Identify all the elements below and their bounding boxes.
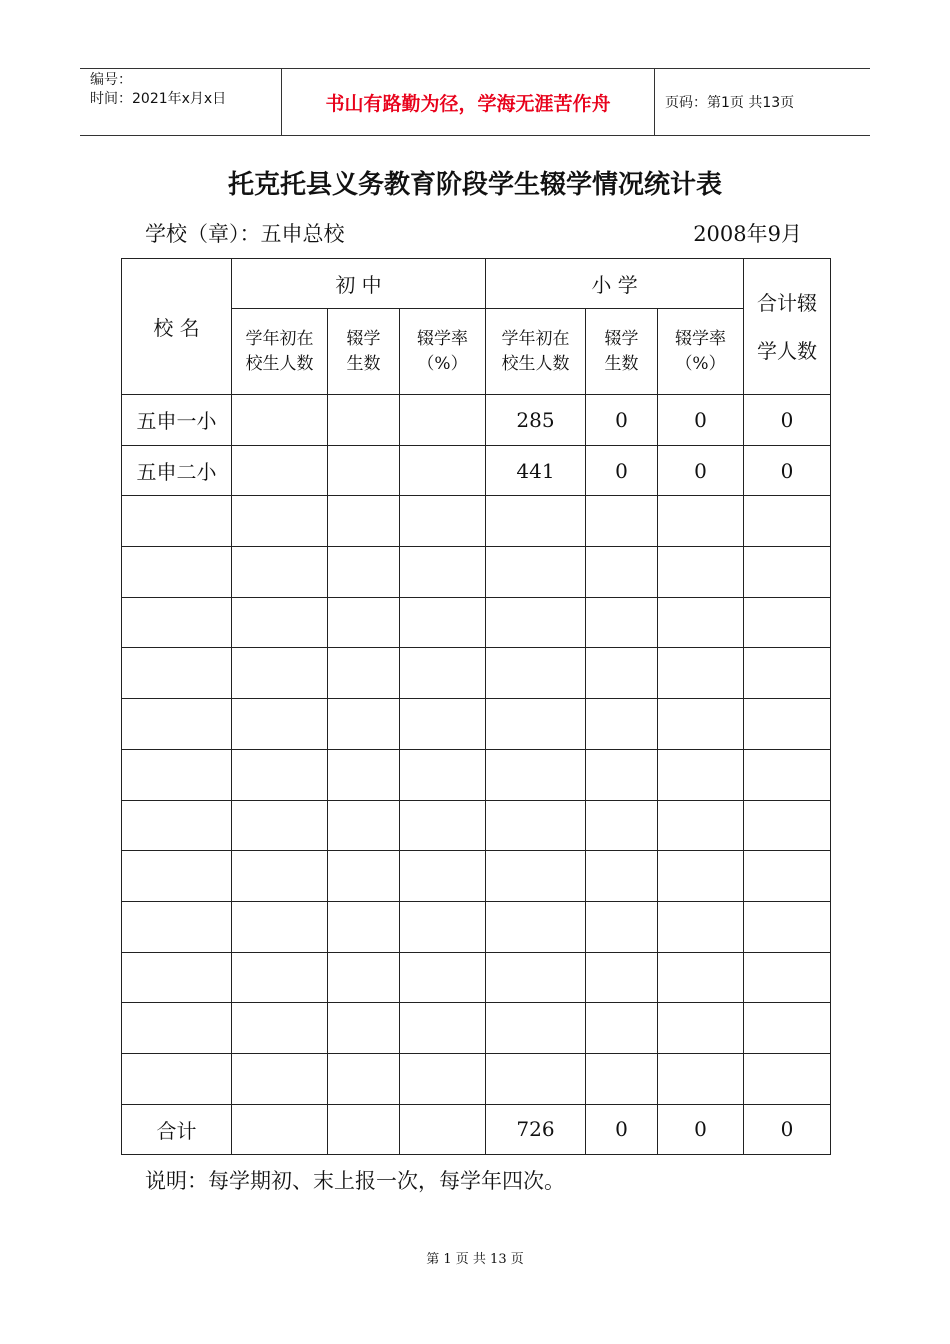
- total-cell: [400, 1104, 486, 1154]
- table-row: [122, 800, 831, 851]
- table-cell: [658, 749, 744, 800]
- table-cell: [232, 851, 328, 902]
- table-cell: [486, 699, 586, 750]
- dropout-stats-table: [121, 258, 831, 1155]
- junior-enrolled-line2: 校生人数: [245, 353, 314, 374]
- table-cell: [232, 901, 328, 952]
- total-dropout-header-line1: 合计辍: [757, 290, 818, 315]
- table-cell: [328, 648, 400, 699]
- table-cell: [328, 800, 400, 851]
- table-cell: [486, 597, 586, 648]
- primary-dropout-line2: 生数: [604, 353, 639, 374]
- table-cell: [744, 648, 831, 699]
- table-cell: [658, 648, 744, 699]
- junior-rate-header: [400, 309, 486, 395]
- table-cell: [744, 547, 831, 598]
- table-cell: [586, 800, 658, 851]
- table-cell: [328, 1003, 400, 1054]
- table-row: [122, 395, 831, 446]
- table-cell: [586, 1003, 658, 1054]
- table-cell: [658, 597, 744, 648]
- total-cell: 726: [486, 1104, 586, 1154]
- table-cell: [328, 952, 400, 1003]
- table-cell: 441: [486, 445, 586, 496]
- table-cell: [232, 445, 328, 496]
- table-cell: [744, 1003, 831, 1054]
- table-cell: [658, 547, 744, 598]
- table-cell: [232, 496, 328, 547]
- table-cell: [400, 445, 486, 496]
- table-row: [122, 648, 831, 699]
- table-cell: [658, 800, 744, 851]
- school-name-cell: [122, 749, 232, 800]
- school-name-cell: [122, 851, 232, 902]
- table-cell: [400, 496, 486, 547]
- total-dropout-header-line2: 学人数: [757, 338, 818, 363]
- document-title: 托克托县义务教育阶段学生辍学情况统计表: [227, 170, 722, 200]
- table-cell: [486, 800, 586, 851]
- table-cell: [586, 749, 658, 800]
- junior-rate-line2: （%）: [417, 353, 468, 374]
- total-dropout-header: [744, 259, 831, 395]
- table-cell: [328, 547, 400, 598]
- table-cell: [486, 1053, 586, 1104]
- header-number-label: 编号：: [90, 72, 132, 88]
- table-cell: [232, 395, 328, 446]
- table-cell: [400, 597, 486, 648]
- table-cell: [486, 901, 586, 952]
- table-cell: [400, 800, 486, 851]
- table-cell: [658, 1003, 744, 1054]
- total-row: [122, 1104, 831, 1154]
- table-cell: [328, 851, 400, 902]
- primary-enrolled-line2: 校生人数: [501, 353, 570, 374]
- table-cell: 0: [744, 395, 831, 446]
- table-cell: [658, 699, 744, 750]
- table-cell: [400, 547, 486, 598]
- table-row: [122, 901, 831, 952]
- table-cell: 0: [586, 395, 658, 446]
- total-cell: [328, 1104, 400, 1154]
- table-cell: [328, 749, 400, 800]
- total-cell: 0: [586, 1104, 658, 1154]
- school-name-cell: 五申一小: [122, 395, 232, 446]
- school-name-cell: [122, 952, 232, 1003]
- table-cell: [328, 395, 400, 446]
- school-line: 学校（章）：五申总校: [145, 222, 345, 246]
- primary-rate-line2: （%）: [675, 353, 726, 374]
- primary-rate-line1: 辍学率: [675, 328, 727, 349]
- table-cell: [744, 699, 831, 750]
- table-row: [122, 952, 831, 1003]
- table-cell: [232, 648, 328, 699]
- table-cell: [744, 800, 831, 851]
- table-cell: [658, 952, 744, 1003]
- table-cell: [658, 496, 744, 547]
- total-cell: [232, 1104, 328, 1154]
- junior-middle-header: 初 中: [232, 259, 486, 309]
- total-cell: 0: [658, 1104, 744, 1154]
- junior-dropout-line2: 生数: [346, 353, 381, 374]
- table-cell: [232, 597, 328, 648]
- table-cell: [744, 901, 831, 952]
- table-cell: [744, 952, 831, 1003]
- junior-enrolled-line1: 学年初在: [245, 328, 314, 349]
- table-cell: [486, 851, 586, 902]
- table-cell: [232, 1003, 328, 1054]
- table-cell: [486, 749, 586, 800]
- table-cell: [586, 952, 658, 1003]
- school-name-cell: [122, 547, 232, 598]
- date-line: 2008年9月: [693, 222, 802, 246]
- table-cell: [400, 851, 486, 902]
- table-cell: 0: [658, 445, 744, 496]
- table-cell: [328, 597, 400, 648]
- table-row: [122, 547, 831, 598]
- table-cell: [486, 496, 586, 547]
- school-name-cell: [122, 901, 232, 952]
- table-cell: [400, 699, 486, 750]
- table-cell: [744, 851, 831, 902]
- table-cell: [744, 597, 831, 648]
- table-cell: [232, 952, 328, 1003]
- table-cell: [658, 851, 744, 902]
- table-cell: [400, 648, 486, 699]
- table-cell: [400, 952, 486, 1003]
- table-cell: [586, 597, 658, 648]
- table-cell: [400, 395, 486, 446]
- school-name-cell: [122, 800, 232, 851]
- table-row: [122, 445, 831, 496]
- note-text: 说明：每学期初、末上报一次，每学年四次。: [145, 1169, 565, 1193]
- table-cell: [586, 699, 658, 750]
- primary-enrolled-header: [486, 309, 586, 395]
- table-cell: [400, 1053, 486, 1104]
- table-cell: 285: [486, 395, 586, 446]
- table-row: [122, 597, 831, 648]
- table-cell: [400, 901, 486, 952]
- table-cell: [486, 1003, 586, 1054]
- table-cell: [232, 800, 328, 851]
- table-cell: [328, 496, 400, 547]
- primary-school-header: 小 学: [486, 259, 744, 309]
- table-row: [122, 496, 831, 547]
- table-cell: [400, 749, 486, 800]
- table-cell: [744, 1053, 831, 1104]
- page-header: [80, 68, 870, 136]
- table-cell: [232, 699, 328, 750]
- total-cell: 0: [744, 1104, 831, 1154]
- total-label-cell: 合计: [122, 1104, 232, 1154]
- table-cell: [586, 901, 658, 952]
- table-row: [122, 1053, 831, 1104]
- junior-dropout-line1: 辍学: [346, 328, 381, 349]
- table-cell: [658, 1053, 744, 1104]
- header-time-label: 时间：2021年x月x日: [90, 91, 227, 107]
- table-cell: [586, 648, 658, 699]
- table-row: [122, 749, 831, 800]
- primary-enrolled-line1: 学年初在: [501, 328, 570, 349]
- header-meta: [80, 69, 282, 135]
- table-cell: [486, 648, 586, 699]
- junior-enrolled-header: [232, 309, 328, 395]
- school-name-cell: [122, 699, 232, 750]
- table-cell: [658, 901, 744, 952]
- table-cell: [232, 547, 328, 598]
- table-row: [122, 851, 831, 902]
- school-name-cell: [122, 496, 232, 547]
- school-name-cell: [122, 648, 232, 699]
- table-cell: [328, 445, 400, 496]
- table-cell: [744, 749, 831, 800]
- school-name-cell: [122, 1003, 232, 1054]
- table-row: [122, 1003, 831, 1054]
- school-name-cell: 五申二小: [122, 445, 232, 496]
- school-name-cell: [122, 597, 232, 648]
- school-name-header: 校 名: [122, 259, 232, 395]
- junior-rate-line1: 辍学率: [417, 328, 468, 349]
- table-cell: 0: [586, 445, 658, 496]
- table-cell: [586, 547, 658, 598]
- table-cell: [328, 1053, 400, 1104]
- header-motto: 书山有路勤为径，学海无涯苦作舟: [282, 69, 655, 135]
- table-cell: 0: [744, 445, 831, 496]
- table-cell: [232, 749, 328, 800]
- table-cell: [486, 547, 586, 598]
- table-cell: [586, 851, 658, 902]
- table-cell: [328, 901, 400, 952]
- page-footer: 第 1 页 共 13 页: [426, 1252, 524, 1267]
- table-cell: [586, 1053, 658, 1104]
- table-cell: [486, 952, 586, 1003]
- junior-dropout-header: [328, 309, 400, 395]
- table-cell: [232, 1053, 328, 1104]
- school-name-cell: [122, 1053, 232, 1104]
- table-cell: 0: [658, 395, 744, 446]
- table-cell: [586, 496, 658, 547]
- primary-dropout-header: [586, 309, 658, 395]
- primary-dropout-line1: 辍学: [604, 328, 639, 349]
- primary-rate-header: [658, 309, 744, 395]
- header-page-info: 页码：第1页 共13页: [665, 95, 795, 111]
- table-cell: [744, 496, 831, 547]
- table-cell: [328, 699, 400, 750]
- table-row: [122, 699, 831, 750]
- table-cell: [400, 1003, 486, 1054]
